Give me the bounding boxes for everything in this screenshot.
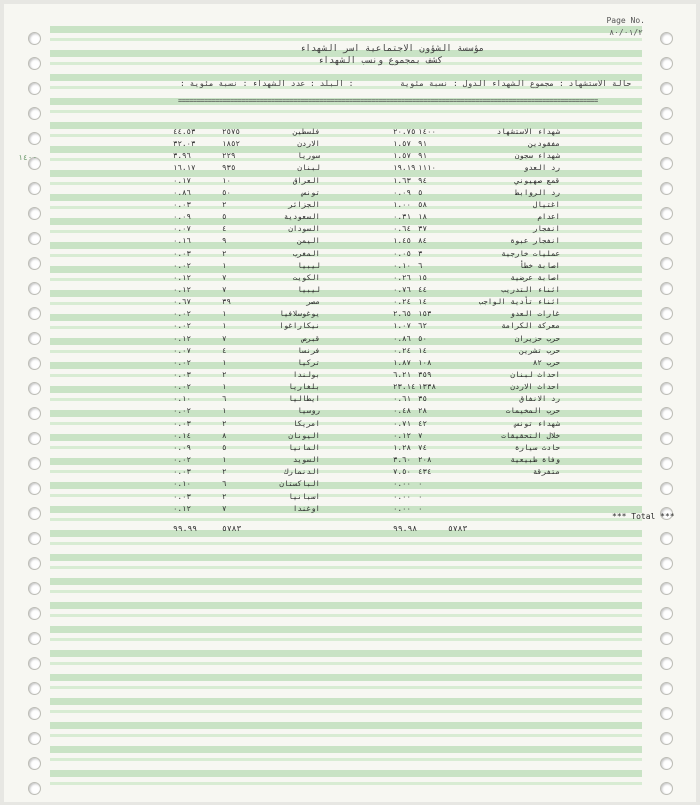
country-percent-cell: ٠.٠٢	[173, 309, 192, 319]
country-cell: سوريا	[297, 151, 320, 161]
cause-cell: شهداء سجون	[514, 151, 560, 161]
table-row	[0, 382, 700, 394]
percent-cell: ٢٠.٧٥	[393, 127, 416, 136]
green-band	[50, 722, 642, 729]
header-separator: =================================================================================================================	[178, 97, 598, 105]
country-percent-cell: ٠.٠٣	[173, 418, 192, 428]
country-cell: بولندا	[292, 370, 320, 379]
percent-cell: ٠.٧١	[393, 418, 412, 428]
cause-cell: غارات العدو	[510, 309, 560, 319]
cause-cell: حرب تشرين	[519, 345, 560, 355]
country-count-cell: ٧	[222, 333, 227, 343]
table-row	[0, 504, 700, 516]
table-row	[0, 455, 700, 467]
count-cell: ٢٨	[418, 406, 428, 416]
country-percent-cell: ٠.٠٣	[173, 199, 192, 209]
green-band-thin	[50, 662, 642, 665]
cause-cell: خلال التحقيقات	[501, 430, 560, 440]
green-band-thin	[50, 566, 642, 569]
tractor-hole	[28, 757, 41, 770]
percent-cell: ٠.٠٠	[393, 491, 412, 501]
count-cell: ٤٣٤	[418, 467, 432, 477]
tractor-hole	[28, 607, 41, 620]
country-cell: العراق	[292, 175, 320, 185]
total-country-percent: ٩٩.٩٩	[173, 524, 198, 533]
country-percent-cell: ٠.٠٩	[173, 442, 192, 452]
count-cell: ٨٤	[418, 236, 428, 246]
country-percent-cell: ٠.٦٧	[173, 297, 192, 307]
country-percent-cell: ٠.١٠	[173, 394, 192, 404]
cause-cell: عمليات خارجية	[501, 248, 560, 258]
country-count-cell: ٢	[222, 491, 227, 501]
table-row	[0, 394, 700, 406]
country-percent-cell: ٠.٠٣	[173, 370, 192, 379]
country-count-cell: ٥٠	[222, 187, 232, 197]
country-cell: السودان	[288, 224, 320, 234]
percent-cell: ٠.١٠	[393, 260, 412, 270]
total-label: *** Total ***	[612, 512, 675, 521]
percent-cell: ٠.٠٠	[393, 503, 412, 513]
cause-cell: احداث الاردن	[510, 382, 560, 392]
columns-header-right: حالة الاستشهاد : مجموع الشهداء الدول : نسبة مئوية	[400, 79, 632, 88]
percent-cell: ١٩.١٩	[393, 163, 416, 173]
cause-cell: رد الروابط	[514, 187, 560, 197]
country-count-cell: ١	[222, 455, 227, 465]
country-percent-cell: ٤٤.٥٣	[173, 127, 196, 136]
count-cell: ٥٨	[418, 199, 428, 209]
country-cell: مصر	[306, 297, 320, 307]
table-row	[0, 139, 700, 151]
country-percent-cell: ٠.١٧	[173, 175, 192, 185]
count-cell: ١٤	[418, 345, 428, 355]
country-count-cell: ١٠	[222, 175, 232, 185]
count-cell: ٣٧	[418, 224, 428, 234]
country-count-cell: ٩	[222, 236, 227, 246]
percent-cell: ١.٤٥	[393, 236, 412, 246]
tractor-hole	[28, 32, 41, 45]
table-row	[0, 321, 700, 333]
cause-cell: قمع صهيوني	[514, 175, 560, 185]
green-band	[50, 674, 642, 681]
tractor-hole	[28, 782, 41, 795]
count-cell: ١٥	[418, 272, 428, 282]
country-count-cell: ١	[222, 309, 227, 319]
green-band-thin	[50, 110, 642, 113]
tractor-hole	[28, 582, 41, 595]
percent-cell: ٠.٢٤	[393, 297, 412, 307]
table-row	[0, 273, 700, 285]
count-cell: ٠	[418, 503, 423, 513]
country-cell: اليمن	[297, 236, 320, 246]
country-cell: نيكاراغوا	[279, 321, 320, 331]
table-row	[0, 261, 700, 273]
tractor-hole	[28, 557, 41, 570]
count-cell: ٩٤	[418, 175, 428, 185]
cause-cell: رد الانفاق	[519, 394, 560, 404]
table-row	[0, 176, 700, 188]
country-percent-cell: ٠.٠٣	[173, 491, 192, 501]
count-cell: ١٣٣٨	[418, 382, 437, 392]
table-row	[0, 224, 700, 236]
cause-cell: حرب ٨٢	[532, 357, 560, 367]
country-count-cell: ٢	[222, 418, 227, 428]
count-cell: ٤٢	[418, 418, 428, 428]
green-band-thin	[50, 590, 642, 593]
country-cell: الجزائر	[288, 199, 320, 209]
count-cell: ١٥٣	[418, 309, 432, 319]
country-cell: الباكستان	[279, 479, 320, 489]
country-cell: اليونان	[288, 430, 320, 440]
country-percent-cell: ٠.٨٦	[173, 187, 192, 197]
country-cell: فلسطين	[292, 127, 320, 136]
green-band-thin	[50, 518, 642, 521]
count-cell: ٥٠	[418, 333, 428, 343]
tractor-hole	[660, 57, 673, 70]
cause-cell: اصابة خطأ	[519, 260, 560, 270]
percent-cell: ١.٠٠	[393, 199, 412, 209]
total-count: ٥٧٨٣	[448, 524, 468, 533]
table-row	[0, 431, 700, 443]
country-cell: فرنسا	[297, 345, 320, 355]
count-cell: ٢٠٨	[418, 455, 432, 465]
tractor-hole	[28, 707, 41, 720]
table-row	[0, 406, 700, 418]
cause-cell: اعدام	[537, 212, 560, 222]
table-row	[0, 297, 700, 309]
percent-cell: ٠.٠٠	[393, 479, 412, 489]
country-percent-cell: ٠.٠٢	[173, 455, 192, 465]
tractor-hole	[28, 632, 41, 645]
tractor-hole	[660, 582, 673, 595]
total-percent: ٩٩.٩٨	[393, 524, 418, 533]
country-percent-cell: ٠.١٢	[173, 284, 192, 294]
tractor-hole	[660, 657, 673, 670]
count-cell: ٩١	[418, 151, 428, 161]
count-cell: ٠	[418, 479, 423, 489]
country-cell: ليبيا	[297, 284, 320, 294]
tractor-hole	[660, 557, 673, 570]
country-count-cell: ١	[222, 260, 227, 270]
country-count-cell: ٢	[222, 248, 227, 258]
cause-cell: انفجار عبوة	[510, 236, 560, 246]
tractor-hole	[28, 532, 41, 545]
report-title: مؤسسة الشؤون الاجتماعية اسر الشهداء	[300, 44, 485, 54]
count-cell: ٣٥٩	[418, 370, 432, 379]
table-row	[0, 127, 700, 139]
green-band-thin	[50, 638, 642, 641]
green-band	[50, 746, 642, 753]
percent-cell: ٧.٥٠	[393, 467, 412, 477]
country-cell: ليبيا	[297, 260, 320, 270]
country-percent-cell: ٠.١٢	[173, 503, 192, 513]
tractor-hole	[28, 107, 41, 120]
cause-cell: احداث لبنان	[510, 370, 560, 379]
count-cell: ١٤٠٠	[418, 127, 437, 136]
count-cell: ٣	[418, 248, 423, 258]
tractor-hole	[660, 782, 673, 795]
country-cell: يوغوسلافيا	[279, 309, 320, 319]
country-percent-cell: ٠.٠٢	[173, 382, 192, 392]
green-band-thin	[50, 710, 642, 713]
country-percent-cell: ٠.١٤	[173, 430, 192, 440]
percent-cell: ١.٥٧	[393, 139, 412, 149]
cause-cell: مفقودين	[528, 139, 560, 149]
green-band	[50, 626, 642, 633]
country-count-cell: ١	[222, 406, 227, 416]
country-percent-cell: ٠.٠٣	[173, 467, 192, 477]
cause-cell: حادث سيارة	[514, 442, 560, 452]
country-count-cell: ٤	[222, 224, 227, 234]
margin-handwritten-note: ١٤٠٠	[18, 153, 38, 162]
country-cell: تركيا	[297, 357, 320, 367]
cause-cell: معركة الكرامة	[501, 321, 560, 331]
country-cell: السعودية	[283, 212, 320, 222]
tractor-hole	[28, 657, 41, 670]
country-count-cell: ٢	[222, 370, 227, 379]
green-band	[50, 578, 642, 585]
table-row	[0, 479, 700, 491]
tractor-hole	[660, 682, 673, 695]
columns-header-left: : البلد : عدد الشهداء : نسبة مئوية :	[180, 79, 354, 88]
tractor-hole	[660, 632, 673, 645]
country-count-cell: ١	[222, 382, 227, 392]
country-cell: المغرب	[292, 248, 320, 258]
tractor-hole	[660, 107, 673, 120]
country-percent-cell: ٣٢.٠٣	[173, 139, 196, 149]
green-band-thin	[50, 542, 642, 545]
green-band-thin	[50, 38, 642, 41]
country-count-cell: ٨	[222, 430, 227, 440]
table-row	[0, 443, 700, 455]
green-band	[50, 554, 642, 561]
percent-cell: ٠.٤٨	[393, 406, 412, 416]
green-band-thin	[50, 614, 642, 617]
count-cell: ١١١٠	[418, 163, 437, 173]
green-band	[50, 26, 642, 33]
percent-cell: ٠.٠٥	[393, 248, 412, 258]
country-cell: المانيا	[288, 442, 320, 452]
country-percent-cell: ٠.١٦	[173, 236, 192, 246]
table-row	[0, 285, 700, 297]
green-band	[50, 602, 642, 609]
report-subtitle: كشف بمجموع ونسب الشهداء	[318, 56, 443, 66]
country-cell: روسيا	[297, 406, 320, 416]
green-band	[50, 650, 642, 657]
country-count-cell: ٧	[222, 284, 227, 294]
percent-cell: ١.٨٧	[393, 357, 412, 367]
cause-cell: شهداء الاستشهاد	[496, 127, 560, 136]
percent-cell: ٢٣.١٤	[393, 382, 416, 392]
cause-cell: حرب حزيران	[514, 333, 560, 343]
table-row	[0, 346, 700, 358]
cause-cell: اصابة عرضية	[510, 272, 560, 282]
table-row	[0, 151, 700, 163]
country-cell: الاردن	[297, 139, 320, 149]
green-band-thin	[50, 734, 642, 737]
table-row	[0, 200, 700, 212]
tractor-hole	[660, 707, 673, 720]
table-row	[0, 309, 700, 321]
green-band	[50, 698, 642, 705]
cause-cell: اغتيال	[532, 199, 560, 209]
country-count-cell: ٣٩	[222, 297, 232, 307]
tractor-hole	[660, 32, 673, 45]
country-cell: اسبانيا	[288, 491, 320, 501]
country-count-cell: ١	[222, 321, 227, 331]
country-count-cell: ٧	[222, 272, 227, 282]
count-cell: ١٨	[418, 212, 428, 222]
country-cell: ايطاليا	[288, 394, 320, 404]
cause-cell: متفرقة	[532, 467, 560, 477]
country-percent-cell: ٠.٠٧	[173, 224, 192, 234]
country-percent-cell: ٠.٠٢	[173, 260, 192, 270]
count-cell: ٣٥	[418, 394, 428, 404]
country-count-cell: ١٨٥٢	[222, 139, 241, 149]
tractor-hole	[28, 732, 41, 745]
percent-cell: ٠.٢٤	[393, 345, 412, 355]
country-count-cell: ٥	[222, 442, 227, 452]
green-band	[50, 770, 642, 777]
count-cell: ٥	[418, 187, 423, 197]
tractor-hole	[28, 82, 41, 95]
country-count-cell: ٩٣٥	[222, 163, 236, 173]
table-row	[0, 188, 700, 200]
tractor-hole	[28, 57, 41, 70]
count-cell: ٧٤	[418, 442, 428, 452]
percent-cell: ٠.٦١	[393, 394, 412, 404]
percent-cell: ١.٢٨	[393, 442, 412, 452]
cause-cell: شهداء تونس	[514, 418, 560, 428]
country-cell: السويد	[292, 455, 320, 465]
percent-cell: ٣.٦٠	[393, 455, 412, 465]
country-count-cell: ٢	[222, 199, 227, 209]
percent-cell: ٠.١٢	[393, 430, 412, 440]
country-cell: امريكا	[292, 418, 320, 428]
percent-cell: ٠.٢٦	[393, 272, 412, 282]
count-cell: ٠	[418, 491, 423, 501]
table-row	[0, 334, 700, 346]
tractor-hole	[660, 82, 673, 95]
green-band	[50, 530, 642, 537]
country-count-cell: ١	[222, 357, 227, 367]
percent-cell: ٠.٣١	[393, 212, 412, 222]
percent-cell: ١.٥٧	[393, 151, 412, 161]
country-cell: الدنمارك	[283, 467, 320, 477]
table-row	[0, 419, 700, 431]
tractor-hole	[660, 532, 673, 545]
percent-cell: ١.٠٧	[393, 321, 412, 331]
cause-cell: اثناء تأدية الواجب	[478, 297, 560, 307]
country-cell: بلغاريا	[288, 382, 320, 392]
country-percent-cell: ٠.٠٢	[173, 406, 192, 416]
cause-cell: وفاة طبيعية	[510, 455, 560, 465]
percent-cell: ٠.٠٩	[393, 187, 412, 197]
cause-cell: رد العدو	[523, 163, 560, 173]
country-percent-cell: ٠.٠٢	[173, 357, 192, 367]
country-count-cell: ٢٢٩	[222, 151, 236, 161]
table-row	[0, 467, 700, 479]
table-row	[0, 492, 700, 504]
country-percent-cell: ٣.٩٦	[173, 151, 192, 161]
country-count-cell: ٤	[222, 345, 227, 355]
cause-cell: حرب المخيمات	[505, 406, 560, 416]
country-count-cell: ٥	[222, 212, 227, 222]
percent-cell: ٠.٦٤	[393, 224, 412, 234]
country-percent-cell: ١٦.١٧	[173, 163, 196, 173]
table-row	[0, 249, 700, 261]
count-cell: ٩١	[418, 139, 428, 149]
count-cell: ٦٢	[418, 321, 428, 331]
count-cell: ٤٤	[418, 284, 428, 294]
country-count-cell: ٢٥٧٥	[222, 127, 241, 136]
country-percent-cell: ٠.٠٣	[173, 248, 192, 258]
country-percent-cell: ٠.٠٧	[173, 345, 192, 355]
count-cell: ١٤	[418, 297, 428, 307]
page-number-value: ٨٠/٠١/٢	[609, 28, 643, 37]
tractor-hole	[660, 757, 673, 770]
country-cell: قبرص	[301, 333, 320, 343]
percent-cell: ١.٦٣	[393, 175, 412, 185]
percent-cell: ٠.٨٦	[393, 333, 412, 343]
country-cell: الكويت	[292, 272, 320, 282]
country-percent-cell: ٠.١٢	[173, 272, 192, 282]
country-count-cell: ٦	[222, 479, 227, 489]
country-count-cell: ٦	[222, 394, 227, 404]
country-percent-cell: ٠.١٠	[173, 479, 192, 489]
table-row	[0, 163, 700, 175]
cause-cell: اثناء التدريب	[501, 284, 560, 294]
country-count-cell: ٢	[222, 467, 227, 477]
table-row	[0, 370, 700, 382]
cause-cell: انفجار	[532, 224, 560, 234]
tractor-hole	[28, 682, 41, 695]
table-row	[0, 358, 700, 370]
country-count-cell: ٧	[222, 503, 227, 513]
country-percent-cell: ٠.١٢	[173, 333, 192, 343]
green-band-thin	[50, 758, 642, 761]
table-row	[0, 212, 700, 224]
page-number-label: Page No.	[606, 16, 645, 25]
country-percent-cell: ٠.٠٩	[173, 212, 192, 222]
table-row	[0, 236, 700, 248]
percent-cell: ٦.٢١	[393, 370, 412, 379]
tractor-hole	[660, 607, 673, 620]
total-country-count: ٥٧٨٣	[222, 524, 242, 533]
country-cell: تونس	[301, 187, 320, 197]
country-percent-cell: ٠.٠٢	[173, 321, 192, 331]
green-band-thin	[50, 686, 642, 689]
count-cell: ١٠٨	[418, 357, 432, 367]
count-cell: ٧	[418, 430, 423, 440]
percent-cell: ٠.٧٦	[393, 284, 412, 294]
country-cell: لبنان	[297, 163, 320, 173]
tractor-hole	[660, 732, 673, 745]
count-cell: ٦	[418, 260, 423, 270]
green-band-thin	[50, 782, 642, 785]
percent-cell: ٢.٦٥	[393, 309, 412, 319]
country-cell: اوغندا	[292, 503, 320, 513]
